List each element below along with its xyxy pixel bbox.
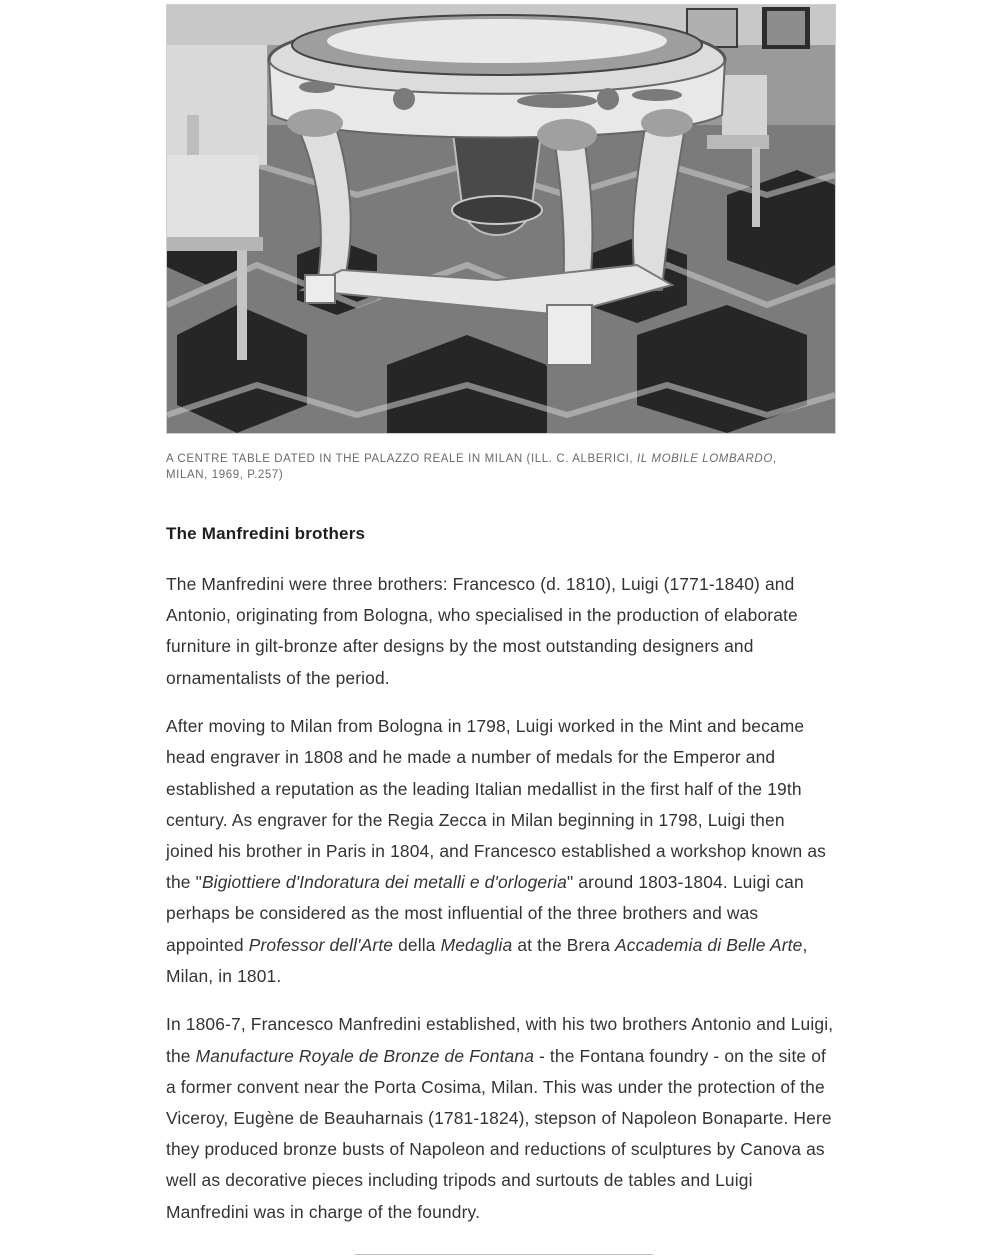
paragraph-2-text: della: [393, 934, 441, 955]
title-medaglia: Medaglia: [440, 934, 513, 955]
image-caption: [166, 451, 816, 483]
foundry-name: Manufacture Royale de Bronze de Fontana: [195, 1045, 535, 1066]
academy-name: Accademia di Belle Arte: [615, 934, 803, 955]
caption-text-end: , MILAN, 1969, P.257): [166, 453, 777, 481]
paragraph-2-text: at the Brera: [512, 934, 616, 955]
title-professor: Professor dell'Arte: [248, 934, 394, 955]
paragraph-2: [166, 711, 836, 992]
paragraph-2-text: After moving to Milan from Bologna in 1798, Luigi worked in the Mint and became head engraver in 1808 and he made a number of medals for the Emperor and established a reputation as the leading Italian medallist in the first half of the 19th century. As engraver for the Regia Zecca in Milan beginning in 1798, Luigi then joined his brother in Paris in 1804, and Francesco established a workshop known as the ": [166, 716, 826, 893]
paragraph-2-text: , Milan, in 1801.: [166, 934, 808, 986]
article-body: [166, 4, 836, 1245]
section-heading: The Manfredini brothers: [166, 524, 366, 543]
paragraph-3-text: - the Fontana foundry - on the site of a former convent near the Porta Cosima, Milan. This was under the protection of the Viceroy, Eugène de Beauharnais (1781-1824), stepson of Napoleon Bonaparte. Here they produced bronze busts of Napoleon and reductions of sculptures by Canova as well as decorative pieces including tripods and surtouts de tables and Luigi Manfredini was in charge of the foundry.: [166, 1045, 832, 1222]
caption-text: A CENTRE TABLE DATED IN THE PALAZZO REALE IN MILAN (ILL. C. ALBERICI,: [166, 453, 638, 465]
paragraph-1: The Manfredini were three brothers: Francesco (d. 1810), Luigi (1771-1840) and Antonio, originating from Bologna, who specialised in the production of elaborate furniture in gilt-bronze after designs by the most outstanding designers and ornamentalists of the period.: [166, 574, 798, 688]
divider-line: [355, 1254, 653, 1255]
paragraph-3-text: In 1806-7, Francesco Manfredini established, with his two brothers Antonio and Luigi, the: [166, 1014, 834, 1066]
paragraph-2-text: " around 1803-1804. Luigi can perhaps be considered as the most influential of the three brothers and was appointed: [166, 872, 804, 955]
paragraph-3: [166, 1009, 836, 1227]
workshop-name: Bigiottiere d'Indoratura dei metalli e d'orlogeria: [201, 872, 567, 893]
centre-table-photo: [166, 4, 836, 434]
caption-book-title: IL MOBILE LOMBARDO: [637, 453, 773, 465]
